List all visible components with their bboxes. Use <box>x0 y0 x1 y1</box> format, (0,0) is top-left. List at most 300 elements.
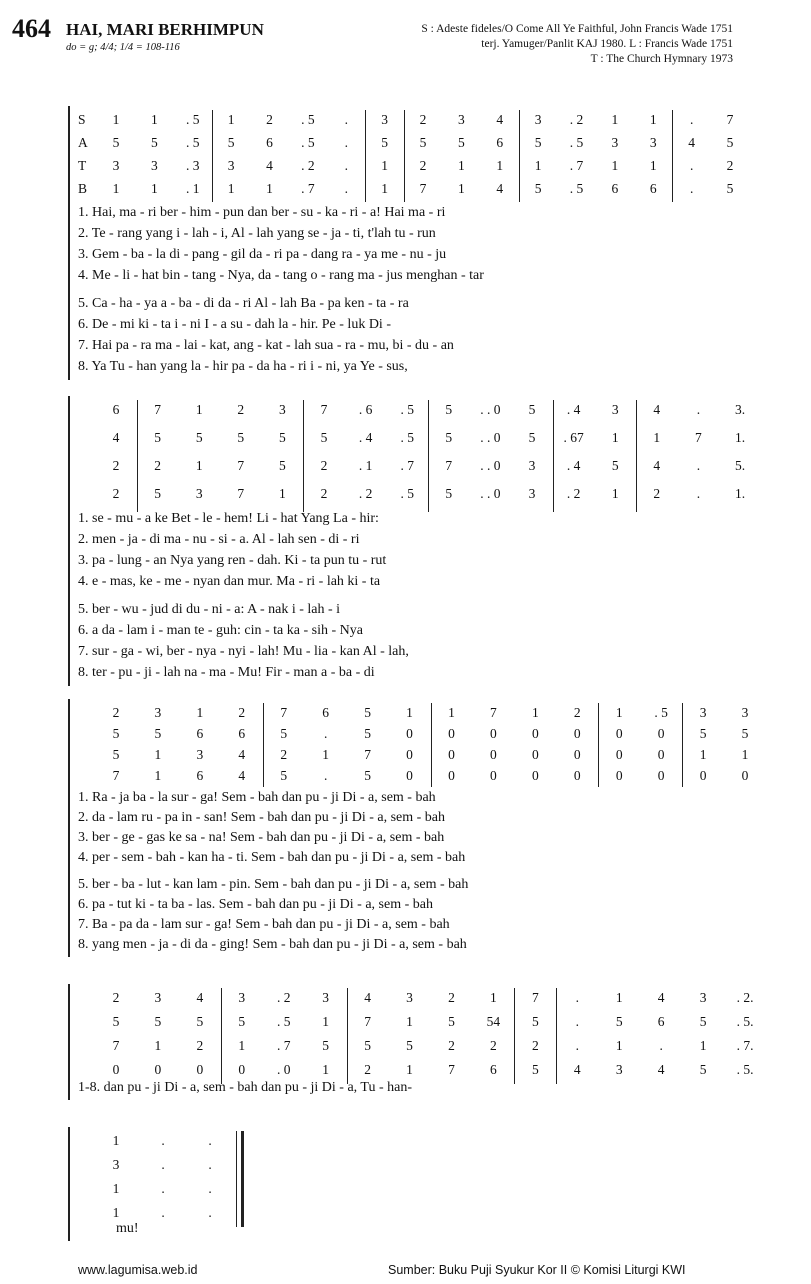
note-cell: . 7 <box>301 181 315 196</box>
bar-line <box>221 988 222 1084</box>
note-cell: 2 <box>364 1062 371 1077</box>
note-cell: 5 <box>381 135 388 150</box>
note-cell: 1 <box>611 158 619 173</box>
note-cell: . . 0 <box>480 430 501 445</box>
bar-line <box>212 110 213 202</box>
note-cell: . 5 <box>301 112 315 127</box>
note-cell: 5 <box>448 1014 455 1029</box>
bar-line <box>553 400 554 512</box>
note-cell: 1 <box>534 158 542 173</box>
lyric-line: mu! <box>116 1221 139 1236</box>
note-cell: . <box>696 402 701 417</box>
note-cell: 2 <box>238 705 246 720</box>
note-cell: 4 <box>688 135 695 150</box>
note-cell: 2 <box>280 747 288 762</box>
note-cell: 1 <box>112 181 120 196</box>
note-cell: . <box>323 768 328 783</box>
note-cell: 0 <box>573 747 581 762</box>
lyric-line: 6. De - mi ki - ta i - ni I - a su - dah la - hir. Pe - luk Di - <box>78 317 391 332</box>
note-cell: 3. <box>734 402 746 417</box>
note-cell: 4 <box>496 112 504 127</box>
credit-line-3: T : The Church Hymnary 1973 <box>590 53 733 65</box>
note-cell: 3 <box>528 458 536 473</box>
note-cell: 5. <box>734 458 746 473</box>
note-cell: 1 <box>151 112 158 127</box>
note-cell: 7 <box>695 430 702 445</box>
note-cell: 1 <box>112 1133 120 1148</box>
note-cell: 5 <box>195 430 203 445</box>
note-cell: 1 <box>699 747 707 762</box>
note-cell: 1 <box>154 768 162 783</box>
note-cell: 4 <box>238 768 246 783</box>
note-cell: 5 <box>154 486 161 501</box>
note-cell: 7 <box>419 181 427 196</box>
final-bar-line <box>236 1131 237 1227</box>
bar-line <box>137 400 138 512</box>
note-cell: 0 <box>573 768 581 783</box>
note-cell: 5 <box>320 430 328 445</box>
note-cell: 3 <box>615 1062 623 1077</box>
note-cell: 1 <box>649 158 657 173</box>
note-cell: 0 <box>615 726 623 741</box>
note-cell: 4 <box>364 990 371 1005</box>
note-cell: 7 <box>237 458 245 473</box>
note-cell: 5 <box>528 402 536 417</box>
hymn-number: 464 <box>12 14 51 43</box>
note-cell: . <box>208 1181 212 1196</box>
note-cell: . 7 <box>400 458 414 473</box>
note-cell: 4 <box>653 402 661 417</box>
note-cell: 3 <box>196 747 204 762</box>
note-cell: . 4 <box>566 458 581 473</box>
note-cell: . 5 <box>400 402 414 417</box>
note-cell: 4 <box>112 430 120 445</box>
note-cell: 2 <box>531 1038 539 1053</box>
note-cell: 6 <box>238 726 246 741</box>
note-cell: 3 <box>699 990 707 1005</box>
note-cell: 0 <box>112 1062 120 1077</box>
note-cell: . 1 <box>358 458 373 473</box>
note-cell: 5 <box>534 181 542 196</box>
note-cell: 4 <box>657 1062 665 1077</box>
note-cell: 0 <box>406 768 413 783</box>
note-cell: . <box>575 1014 579 1029</box>
lyric-line: 7. Ba - pa da - lam sur - ga! Sem - bah dan pu - ji Di - a, sem - bah <box>78 917 450 932</box>
note-cell: 6 <box>196 768 204 783</box>
lyric-line: 3. ber - ge - gas ke sa - na! Sem - bah dan pu - ji Di - a, sem - bah <box>78 830 445 845</box>
note-cell: . 2 <box>276 990 291 1005</box>
note-cell: . 67 <box>563 430 584 445</box>
tempo-info: do = g; 4/4; 1/4 = 108-116 <box>66 42 180 53</box>
bar-line <box>682 703 683 787</box>
note-cell: 1 <box>112 1181 120 1196</box>
note-cell: 1 <box>238 1038 246 1053</box>
note-cell: 5 <box>531 1062 539 1077</box>
note-cell: 1 <box>266 181 273 196</box>
note-cell: . 0 <box>276 1062 291 1077</box>
note-cell: 7 <box>154 402 161 417</box>
note-cell: 5 <box>154 726 162 741</box>
note-cell: 7 <box>726 112 734 127</box>
lyric-line: 5. ber - ba - lut - kan lam - pin. Sem - bah dan pu - ji Di - a, sem - bah <box>78 877 469 892</box>
note-cell: . <box>344 181 348 196</box>
system-bracket <box>68 1127 70 1241</box>
note-cell: 1 <box>406 705 413 720</box>
voice-label-a: A <box>78 135 88 150</box>
note-cell: . <box>689 181 694 196</box>
note-cell: 7 <box>280 705 288 720</box>
note-cell: . 5. <box>736 1014 754 1029</box>
lyric-line: 1. Ra - ja ba - la sur - ga! Sem - bah dan pu - ji Di - a, sem - bah <box>78 790 436 805</box>
note-cell: 5 <box>699 1062 707 1077</box>
lyric-line: 8. yang men - ja - di da - ging! Sem - bah dan pu - ji Di - a, sem - bah <box>78 937 467 952</box>
note-cell: 0 <box>657 726 665 741</box>
note-cell: 5 <box>445 430 453 445</box>
note-cell: 1 <box>615 1038 623 1053</box>
note-cell: 6 <box>490 1062 497 1077</box>
note-cell: . 2 <box>358 486 373 501</box>
note-cell: 5 <box>726 181 734 196</box>
system-bracket <box>68 396 70 686</box>
note-cell: . 6 <box>358 402 373 417</box>
note-cell: . 1 <box>186 181 200 196</box>
note-cell: 1 <box>531 705 539 720</box>
note-cell: 5 <box>154 1014 162 1029</box>
note-cell: 5 <box>531 1014 539 1029</box>
note-cell: 0 <box>490 768 497 783</box>
note-cell: . <box>161 1181 165 1196</box>
bar-line <box>347 988 348 1084</box>
note-cell: 0 <box>196 1062 204 1077</box>
voice-label-b: B <box>78 181 88 196</box>
note-cell: 0 <box>531 768 539 783</box>
note-cell: . 3 <box>186 158 200 173</box>
note-cell: 6 <box>322 705 330 720</box>
note-cell: 1 <box>490 990 497 1005</box>
note-cell: . <box>344 112 348 127</box>
note-cell: 1 <box>458 181 465 196</box>
bar-line <box>428 400 429 512</box>
note-cell: . <box>208 1133 212 1148</box>
note-cell: 1 <box>458 158 465 173</box>
note-cell: . <box>344 135 348 150</box>
note-cell: 5 <box>364 768 371 783</box>
note-cell: 5 <box>726 135 734 150</box>
note-cell: 7 <box>364 1014 371 1029</box>
note-cell: 1 <box>322 747 330 762</box>
bar-line <box>598 703 599 787</box>
note-cell: . 4 <box>566 402 581 417</box>
note-cell: 1 <box>611 430 619 445</box>
note-cell: 3 <box>458 112 465 127</box>
note-cell: 3 <box>741 705 749 720</box>
note-cell: 5 <box>528 430 536 445</box>
system-bracket <box>68 699 70 957</box>
note-cell: 5 <box>151 135 158 150</box>
note-cell: . 5 <box>400 430 414 445</box>
note-cell: 5 <box>154 430 161 445</box>
note-cell: 0 <box>573 726 581 741</box>
note-cell: . 5 <box>186 135 200 150</box>
note-cell: 1 <box>227 181 235 196</box>
note-cell: 0 <box>238 1062 246 1077</box>
bar-line <box>514 988 515 1084</box>
note-cell: 1 <box>151 181 158 196</box>
lyric-line: 7. Hai pa - ra ma - lai - kat, ang - kat - lah sua - ra - mu, bi - du - an <box>78 338 454 353</box>
note-cell: . 4 <box>358 430 373 445</box>
note-cell: 7 <box>237 486 245 501</box>
lyric-line: 6. pa - tut ki - ta ba - las. Sem - bah dan pu - ji Di - a, sem - bah <box>78 897 433 912</box>
note-cell: 2 <box>726 158 734 173</box>
note-cell: 2 <box>653 486 661 501</box>
note-cell: 1 <box>699 1038 707 1053</box>
note-cell: 0 <box>615 768 623 783</box>
note-cell: 4 <box>496 181 504 196</box>
note-cell: 1. <box>734 430 746 445</box>
note-cell: 2 <box>237 402 245 417</box>
note-cell: 1 <box>406 1062 413 1077</box>
note-cell: 4 <box>657 990 665 1005</box>
note-cell: 0 <box>448 747 455 762</box>
note-cell: . 7 <box>276 1038 291 1053</box>
note-cell: 5 <box>279 458 286 473</box>
note-cell: 1 <box>322 1062 330 1077</box>
note-cell: 1 <box>322 1014 330 1029</box>
credit-line-1: S : Adeste fideles/O Come All Ye Faithful, John Francis Wade 1751 <box>421 23 733 35</box>
note-cell: 5 <box>112 135 120 150</box>
note-cell: 3 <box>534 112 542 127</box>
footer-website: www.lagumisa.web.id <box>78 1263 198 1277</box>
note-cell: . 5 <box>186 112 200 127</box>
note-cell: 5 <box>699 726 707 741</box>
voice-label-s: S <box>78 112 86 127</box>
note-cell: 5 <box>279 430 286 445</box>
note-cell: . <box>161 1157 165 1172</box>
lyric-line: 2. men - ja - di ma - nu - si - a. Al - lah sen - di - ri <box>78 532 360 547</box>
note-cell: 6 <box>649 181 657 196</box>
note-cell: 3 <box>112 158 120 173</box>
note-cell: 1 <box>381 181 388 196</box>
lyric-line: 4. per - sem - bah - kan ha - ti. Sem - bah dan pu - ji Di - a, sem - bah <box>78 850 466 865</box>
lyric-line: 8. ter - pu - ji - lah na - ma - Mu! Fir - man a - ba - di <box>78 665 375 680</box>
note-cell: 3 <box>699 705 707 720</box>
note-cell: 1 <box>615 705 623 720</box>
note-cell: . . 0 <box>480 402 501 417</box>
note-cell: 3 <box>238 990 246 1005</box>
note-cell: 1 <box>649 112 657 127</box>
note-cell: 1 <box>195 402 203 417</box>
credit-line-2: terj. Yamuger/Panlit KAJ 1980. L : Francis Wade 1751 <box>481 38 733 50</box>
lyric-line: 4. e - mas, ke - me - nyan dan mur. Ma - ri - lah ki - ta <box>78 574 381 589</box>
lyric-line: 3. Gem - ba - la di - pang - gil da - ri pa - dang ra - ya me - nu - ju <box>78 247 447 262</box>
lyric-line: 7. sur - ga - wi, ber - nya - nyi - lah! Mu - lia - kan Al - lah, <box>78 644 409 659</box>
note-cell: 5 <box>458 135 465 150</box>
note-cell: . <box>323 726 328 741</box>
voice-label-t: T <box>78 158 87 173</box>
note-cell: 5 <box>112 747 120 762</box>
note-cell: 1 <box>381 158 388 173</box>
note-cell: 6 <box>657 1014 665 1029</box>
note-cell: 3 <box>112 1157 120 1172</box>
note-cell: 0 <box>531 747 539 762</box>
note-cell: 5 <box>237 430 245 445</box>
note-cell: 4 <box>266 158 273 173</box>
lyric-line: 4. Me - li - hat bin - tang - Nya, da - tang o - rang ma - jus menghan - tar <box>78 268 484 283</box>
note-cell: 0 <box>406 747 413 762</box>
note-cell: 2 <box>112 705 120 720</box>
note-cell: 3 <box>151 158 158 173</box>
note-cell: 0 <box>490 747 497 762</box>
note-cell: 5 <box>615 1014 623 1029</box>
note-cell: 1. <box>734 486 746 501</box>
note-cell: . 2 <box>569 112 584 127</box>
note-cell: . <box>575 1038 579 1053</box>
lyric-line: 2. Te - rang yang i - lah - i, Al - lah yang se - ja - ti, t'lah tu - run <box>78 226 436 241</box>
note-cell: 5 <box>364 705 371 720</box>
note-cell: . 2. <box>736 990 754 1005</box>
note-cell: 0 <box>531 726 539 741</box>
note-cell: 3 <box>381 112 388 127</box>
note-cell: 2 <box>573 705 581 720</box>
note-cell: 0 <box>657 747 665 762</box>
note-cell: 2 <box>320 486 328 501</box>
note-cell: 5 <box>322 1038 330 1053</box>
note-cell: 2 <box>112 458 120 473</box>
note-cell: . 2 <box>566 486 581 501</box>
note-cell: 5 <box>364 726 371 741</box>
note-cell: 1 <box>406 1014 413 1029</box>
note-cell: 0 <box>699 768 707 783</box>
system-bracket <box>68 984 70 1100</box>
note-cell: . <box>208 1157 212 1172</box>
note-cell: . . 0 <box>480 458 501 473</box>
note-cell: . <box>161 1205 165 1220</box>
note-cell: 7 <box>320 402 328 417</box>
note-cell: 7 <box>490 705 497 720</box>
note-cell: 1 <box>448 705 455 720</box>
note-cell: 6 <box>496 135 504 150</box>
note-cell: 3 <box>154 990 162 1005</box>
note-cell: 7 <box>364 747 371 762</box>
note-cell: 3 <box>611 402 619 417</box>
lyric-line: 2. da - lam ru - pa in - san! Sem - bah dan pu - ji Di - a, sem - bah <box>78 810 446 825</box>
lyric-line: 5. Ca - ha - ya a - ba - di da - ri Al - lah Ba - pa ken - ta - ra <box>78 296 409 311</box>
note-cell: 2 <box>320 458 328 473</box>
note-cell: 0 <box>154 1062 162 1077</box>
note-cell: 2 <box>266 112 273 127</box>
note-cell: . <box>344 158 348 173</box>
hymn-title: HAI, MARI BERHIMPUN <box>66 20 264 39</box>
note-cell: 54 <box>486 1014 501 1029</box>
note-cell: 4 <box>238 747 246 762</box>
note-cell: 1 <box>196 705 204 720</box>
note-cell: 5 <box>406 1038 413 1053</box>
note-cell: 5 <box>741 726 749 741</box>
note-cell: . 5 <box>569 181 584 196</box>
note-cell: 1 <box>112 1205 120 1220</box>
note-cell: . <box>161 1133 165 1148</box>
note-cell: 7 <box>448 1062 455 1077</box>
note-cell: 3 <box>611 135 619 150</box>
note-cell: 0 <box>615 747 623 762</box>
note-cell: 5 <box>445 486 453 501</box>
lyric-line: 3. pa - lung - an Nya yang ren - dah. Ki - ta pun tu - rut <box>78 553 387 568</box>
note-cell: 2 <box>112 486 120 501</box>
note-cell: 1 <box>112 112 120 127</box>
note-cell: 1 <box>154 747 162 762</box>
note-cell: 3 <box>649 135 657 150</box>
note-cell: 1 <box>154 1038 162 1053</box>
note-cell: 7 <box>531 990 539 1005</box>
note-cell: 4 <box>653 458 661 473</box>
note-cell: 5 <box>112 726 120 741</box>
note-cell: 7 <box>445 458 453 473</box>
note-cell: 2 <box>490 1038 497 1053</box>
note-cell: 0 <box>741 768 749 783</box>
bar-line <box>303 400 304 512</box>
note-cell: . . 0 <box>480 486 501 501</box>
note-cell: 1 <box>615 990 623 1005</box>
system-bracket <box>68 106 70 380</box>
note-cell: . 5 <box>654 705 668 720</box>
bar-line <box>365 110 366 202</box>
note-cell: 2 <box>154 458 161 473</box>
note-cell: . <box>696 486 701 501</box>
note-cell: 3 <box>154 705 162 720</box>
note-cell: 2 <box>419 158 427 173</box>
note-cell: . <box>696 458 701 473</box>
note-cell: 5 <box>280 726 288 741</box>
note-cell: . <box>208 1205 212 1220</box>
note-cell: 7 <box>112 768 120 783</box>
note-cell: . 5 <box>301 135 315 150</box>
note-cell: 2 <box>196 1038 204 1053</box>
note-cell: . 5 <box>276 1014 291 1029</box>
note-cell: 5 <box>112 1014 120 1029</box>
bar-line <box>636 400 637 512</box>
note-cell: 6 <box>112 402 120 417</box>
note-cell: . 7 <box>569 158 584 173</box>
lyric-line: 5. ber - wu - jud di du - ni - a: A - nak i - lah - i <box>78 602 341 617</box>
note-cell: 5 <box>611 458 619 473</box>
note-cell: 3 <box>227 158 235 173</box>
note-cell: . <box>659 1038 663 1053</box>
note-cell: 2 <box>448 990 455 1005</box>
note-cell: 5 <box>238 1014 246 1029</box>
note-cell: 6 <box>611 181 619 196</box>
note-cell: 6 <box>196 726 204 741</box>
note-cell: . <box>689 112 694 127</box>
bar-line <box>519 110 520 202</box>
bar-line <box>556 988 557 1084</box>
note-cell: 1 <box>653 430 661 445</box>
note-cell: 1 <box>611 112 619 127</box>
note-cell: 4 <box>573 1062 581 1077</box>
note-cell: . 5. <box>736 1062 754 1077</box>
lyric-line: 8. Ya Tu - han yang la - hir pa - da ha - ri i - ni, ya Ye - sus, <box>78 359 408 374</box>
note-cell: 5 <box>419 135 427 150</box>
note-cell: 0 <box>657 768 665 783</box>
note-cell: 0 <box>406 726 413 741</box>
lyric-line: 6. a da - lam i - man te - guh: cin - ta ka - sih - Nya <box>78 623 363 638</box>
note-cell: 2 <box>448 1038 455 1053</box>
note-cell: . 5 <box>569 135 584 150</box>
note-cell: 5 <box>364 1038 371 1053</box>
note-cell: . <box>575 990 579 1005</box>
note-cell: 1 <box>496 158 504 173</box>
note-cell: 3 <box>528 486 536 501</box>
note-cell: 5 <box>699 1014 707 1029</box>
